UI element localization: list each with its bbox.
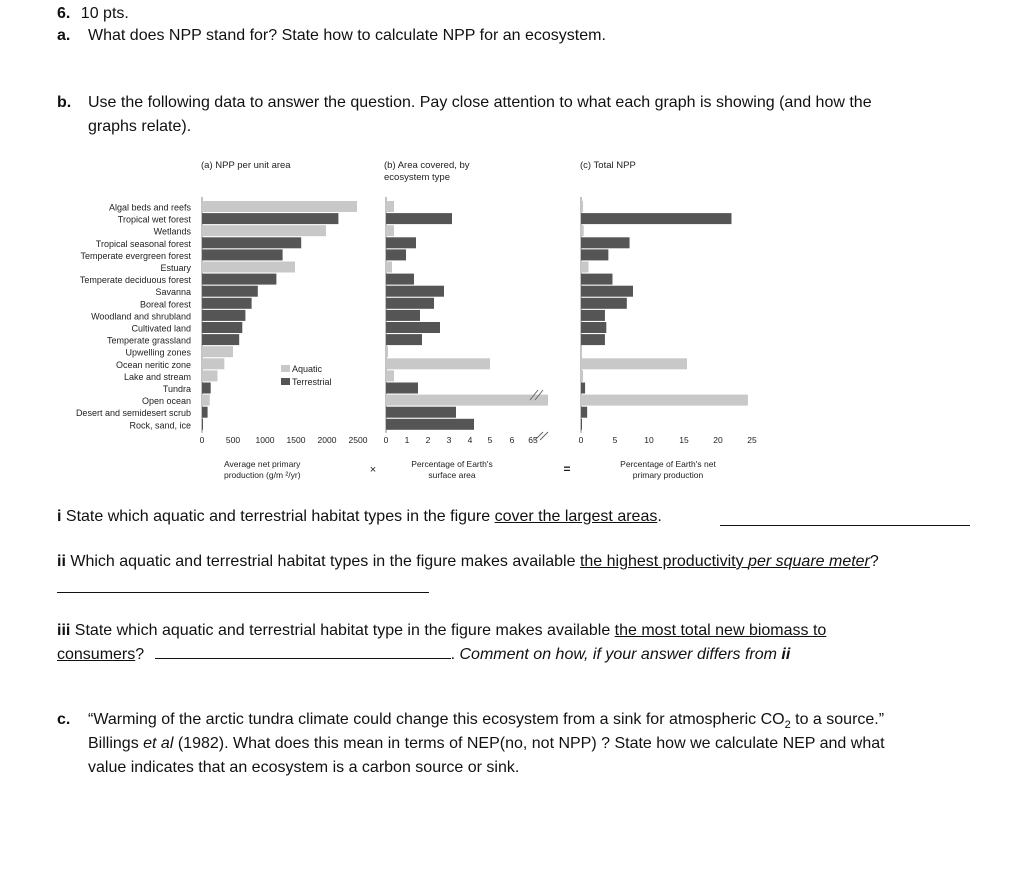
panel-1-bar-9: [386, 310, 420, 321]
panel-b-xlabel-1: Percentage of Earth's: [411, 459, 493, 469]
panel-2-bar-10: [581, 322, 606, 333]
part-a-text: What does NPP stand for? State how to calculate NPP for an ecosystem.: [88, 27, 606, 44]
panel-a-xlabel-1: Average net primary: [224, 459, 301, 469]
panel-1-bar-3: [386, 237, 416, 248]
question-iii-line2: [57, 644, 790, 665]
panel-1-bar-4: [386, 249, 406, 260]
panel-2-bar-3: [581, 237, 630, 248]
question-iii-label: iii: [57, 622, 71, 639]
question-iii-period: .: [450, 646, 460, 663]
panel-b-xlabel-2: surface area: [428, 470, 476, 480]
panel-1-bar-5: [386, 262, 392, 273]
answer-line-ii[interactable]: [57, 578, 429, 593]
panel-0-tick-2: 1000: [255, 434, 275, 445]
question-iii-comment: Comment on how, if your answer differs from: [459, 646, 782, 663]
panel-0-tick-3: 1500: [286, 434, 306, 445]
panel-2-bar-14: [581, 370, 583, 381]
question-points: 10 pts.: [80, 5, 129, 22]
answer-line-i[interactable]: [720, 511, 970, 526]
category-label-16: Open ocean: [141, 396, 191, 407]
category-label-17: Desert and semidesert scrub: [75, 408, 191, 419]
times-operator: ×: [369, 464, 377, 476]
panel-2-bar-5: [581, 262, 589, 273]
panel-1-tick-6: 6: [509, 434, 515, 445]
panel-2-bar-17: [581, 407, 587, 418]
panel-0-bar-17: [202, 407, 208, 418]
part-c-line1a: “Warming of the arctic tundra climate could change this ecosystem from a sink for atmospheric CO: [88, 711, 785, 728]
panel-2-bar-7: [581, 286, 633, 297]
panel-c-xlabel-2: primary production: [632, 470, 704, 480]
category-label-8: Boreal forest: [139, 299, 191, 310]
panel-2-bar-16: [581, 395, 748, 406]
question-ii-underlined: the highest productivity: [579, 553, 749, 570]
panel-0-bar-4: [202, 249, 283, 260]
panel-2-tick-1: 5: [612, 434, 618, 445]
category-label-14: Lake and stream: [123, 371, 191, 382]
part-c-subscript: 2: [784, 719, 791, 732]
panel-1-bar-16: [386, 395, 548, 406]
part-a-label: a.: [57, 27, 71, 44]
question-i-underlined: cover the largest areas: [494, 508, 658, 525]
part-b-line1: Use the following data to answer the question. Pay close attention to what each graph is showing (and how the: [88, 94, 872, 111]
question-ii-pre: Which aquatic and terrestrial habitat types in the figure makes available: [70, 553, 580, 570]
panel-2-bar-6: [581, 274, 612, 285]
panel-1-bar-7: [386, 286, 444, 297]
category-label-4: Temperate evergreen forest: [80, 250, 191, 261]
category-label-1: Tropical wet forest: [117, 214, 191, 225]
panel-0-tick-5: 2500: [348, 434, 368, 445]
panel-2-bar-18: [581, 419, 582, 430]
legend-label-terrestrial: Terrestrial: [292, 377, 332, 387]
part-b-label: b.: [57, 94, 72, 111]
panel-c-title: (c) Total NPP: [580, 160, 636, 171]
category-label-18: Rock, sand, ice: [129, 420, 191, 431]
panel-1-tick-1: 1: [404, 434, 410, 445]
panel-1-bar-14: [386, 370, 394, 381]
panel-2-bar-9: [581, 310, 605, 321]
question-i-pre: State which aquatic and terrestrial habitat types in the figure: [65, 508, 495, 525]
panel-a-title: (a) NPP per unit area: [201, 160, 291, 171]
category-label-9: Woodland and shrubland: [91, 311, 191, 322]
panel-0-bar-3: [202, 237, 301, 248]
panel-1-bar-18: [386, 419, 474, 430]
panel-1-tick-7: 65: [528, 434, 538, 445]
panel-2-bar-12: [581, 346, 582, 357]
panel-0-bar-2: [202, 225, 326, 236]
panel-1-bar-2: [386, 225, 394, 236]
panel-0-bar-13: [202, 358, 224, 369]
panel-2-bar-4: [581, 249, 608, 260]
panel-c-xlabel-1: Percentage of Earth's net: [620, 459, 716, 469]
category-label-0: Algal beds and reefs: [108, 202, 191, 213]
panel-0-bar-10: [202, 322, 242, 333]
panel-0-bar-5: [202, 262, 295, 273]
question-ii: [57, 552, 879, 572]
panel-2-bar-2: [581, 225, 584, 236]
panel-2-tick-0: 0: [578, 434, 584, 445]
category-label-3: Tropical seasonal forest: [95, 238, 191, 249]
question-iii: [57, 621, 826, 641]
panel-0-bar-16: [202, 395, 210, 406]
panel-1-bar-8: [386, 298, 434, 309]
part-c-line2-italic: et al: [143, 735, 174, 752]
part-c-line2: [88, 734, 885, 754]
category-label-12: Upwelling zones: [125, 347, 191, 358]
panel-2-bar-11: [581, 334, 605, 345]
panel-2-bar-8: [581, 298, 627, 309]
part-c-line1: [88, 710, 884, 735]
panel-0-bar-15: [202, 383, 211, 394]
question-iii-underlined-1: the most total new biomass to: [614, 622, 827, 639]
panel-0-bar-6: [202, 274, 276, 285]
panel-2-tick-5: 25: [747, 434, 757, 445]
panel-0-bar-12: [202, 346, 233, 357]
panel-0-bar-9: [202, 310, 245, 321]
question-iii-pre: State which aquatic and terrestrial habitat type in the figure makes available: [74, 622, 615, 639]
question-i-post: .: [657, 508, 662, 525]
panel-1-bar-12: [386, 346, 388, 357]
panel-1-tick-4: 4: [467, 434, 473, 445]
question-iii-underlined-2: consumers: [57, 646, 136, 663]
panel-1-tick-5: 5: [487, 434, 493, 445]
panel-b-title-1: (b) Area covered, by: [384, 160, 470, 171]
part-c-line1b: to a source.”: [790, 711, 885, 728]
panel-1-tick-2: 2: [425, 434, 431, 445]
question-iii-ref: ii: [781, 646, 791, 663]
equals-operator: =: [563, 462, 571, 476]
question-i: [57, 507, 662, 527]
panel-2-bar-13: [581, 358, 687, 369]
panel-0-tick-1: 500: [225, 434, 241, 445]
panel-1-bar-15: [386, 383, 418, 394]
panel-1-tick-3: 3: [446, 434, 452, 445]
panel-1-bar-11: [386, 334, 422, 345]
panel-a-xlabel-2: production (g/m ²/yr): [224, 470, 301, 480]
panel-1-tick-0: 0: [383, 434, 389, 445]
panel-0-bar-18: [202, 419, 203, 430]
panel-2-tick-2: 10: [644, 434, 654, 445]
panel-0-tick-0: 0: [199, 434, 205, 445]
panel-0-bar-14: [202, 370, 218, 381]
question-i-label: i: [57, 508, 62, 525]
part-c-line2a: Billings: [88, 735, 144, 752]
part-c-line2b: (1982). What does this mean in terms of NEP(no, not NPP) ? State how we calculate NEP and what: [173, 735, 885, 752]
legend-label-aquatic: Aquatic: [292, 364, 323, 374]
panel-0-tick-4: 2000: [317, 434, 337, 445]
panel-2-bar-1: [581, 213, 731, 224]
panel-0-bar-8: [202, 298, 252, 309]
part-c-line3: value indicates that an ecosystem is a carbon source or sink.: [88, 759, 520, 776]
category-label-10: Cultivated land: [131, 323, 191, 334]
category-label-13: Ocean neritic zone: [115, 359, 191, 370]
panel-b-title-2: ecosystem type: [384, 172, 450, 183]
category-label-11: Temperate grassland: [106, 335, 191, 346]
panel-1-bar-13: [386, 358, 490, 369]
category-label-2: Wetlands: [153, 226, 191, 237]
question-iii-qmark: ?: [135, 646, 145, 663]
question-ii-underlined-italic: per square meter: [748, 553, 870, 570]
question-ii-post: ?: [869, 553, 879, 570]
legend-swatch-aquatic: [281, 365, 290, 372]
part-c-label: c.: [57, 711, 71, 728]
part-b-line2: graphs relate).: [88, 118, 192, 135]
answer-line-iii[interactable]: [155, 644, 451, 659]
panel-2-bar-0: [581, 201, 583, 212]
panel-1-bar-1: [386, 213, 452, 224]
category-label-6: Temperate deciduous forest: [79, 275, 191, 286]
panel-1-bar-0: [386, 201, 394, 212]
part-c: [57, 710, 885, 732]
category-label-15: Tundra: [162, 384, 191, 394]
panel-2-bar-15: [581, 383, 585, 394]
panel-2-tick-4: 20: [713, 434, 723, 445]
panel-2-tick-3: 15: [679, 434, 689, 445]
panel-1-bar-17: [386, 407, 456, 418]
panel-0-bar-7: [202, 286, 258, 297]
panel-0-bar-0: [202, 201, 357, 212]
question-ii-label: ii: [57, 553, 66, 570]
category-label-7: Savanna: [155, 287, 191, 298]
panel-1-bar-10: [386, 322, 440, 333]
question-number: 6.: [57, 5, 71, 22]
category-label-5: Estuary: [160, 263, 191, 273]
legend-swatch-terrestrial: [281, 378, 290, 385]
panel-1-bar-6: [386, 274, 414, 285]
panel-0-bar-11: [202, 334, 239, 345]
panel-0-bar-1: [202, 213, 338, 224]
